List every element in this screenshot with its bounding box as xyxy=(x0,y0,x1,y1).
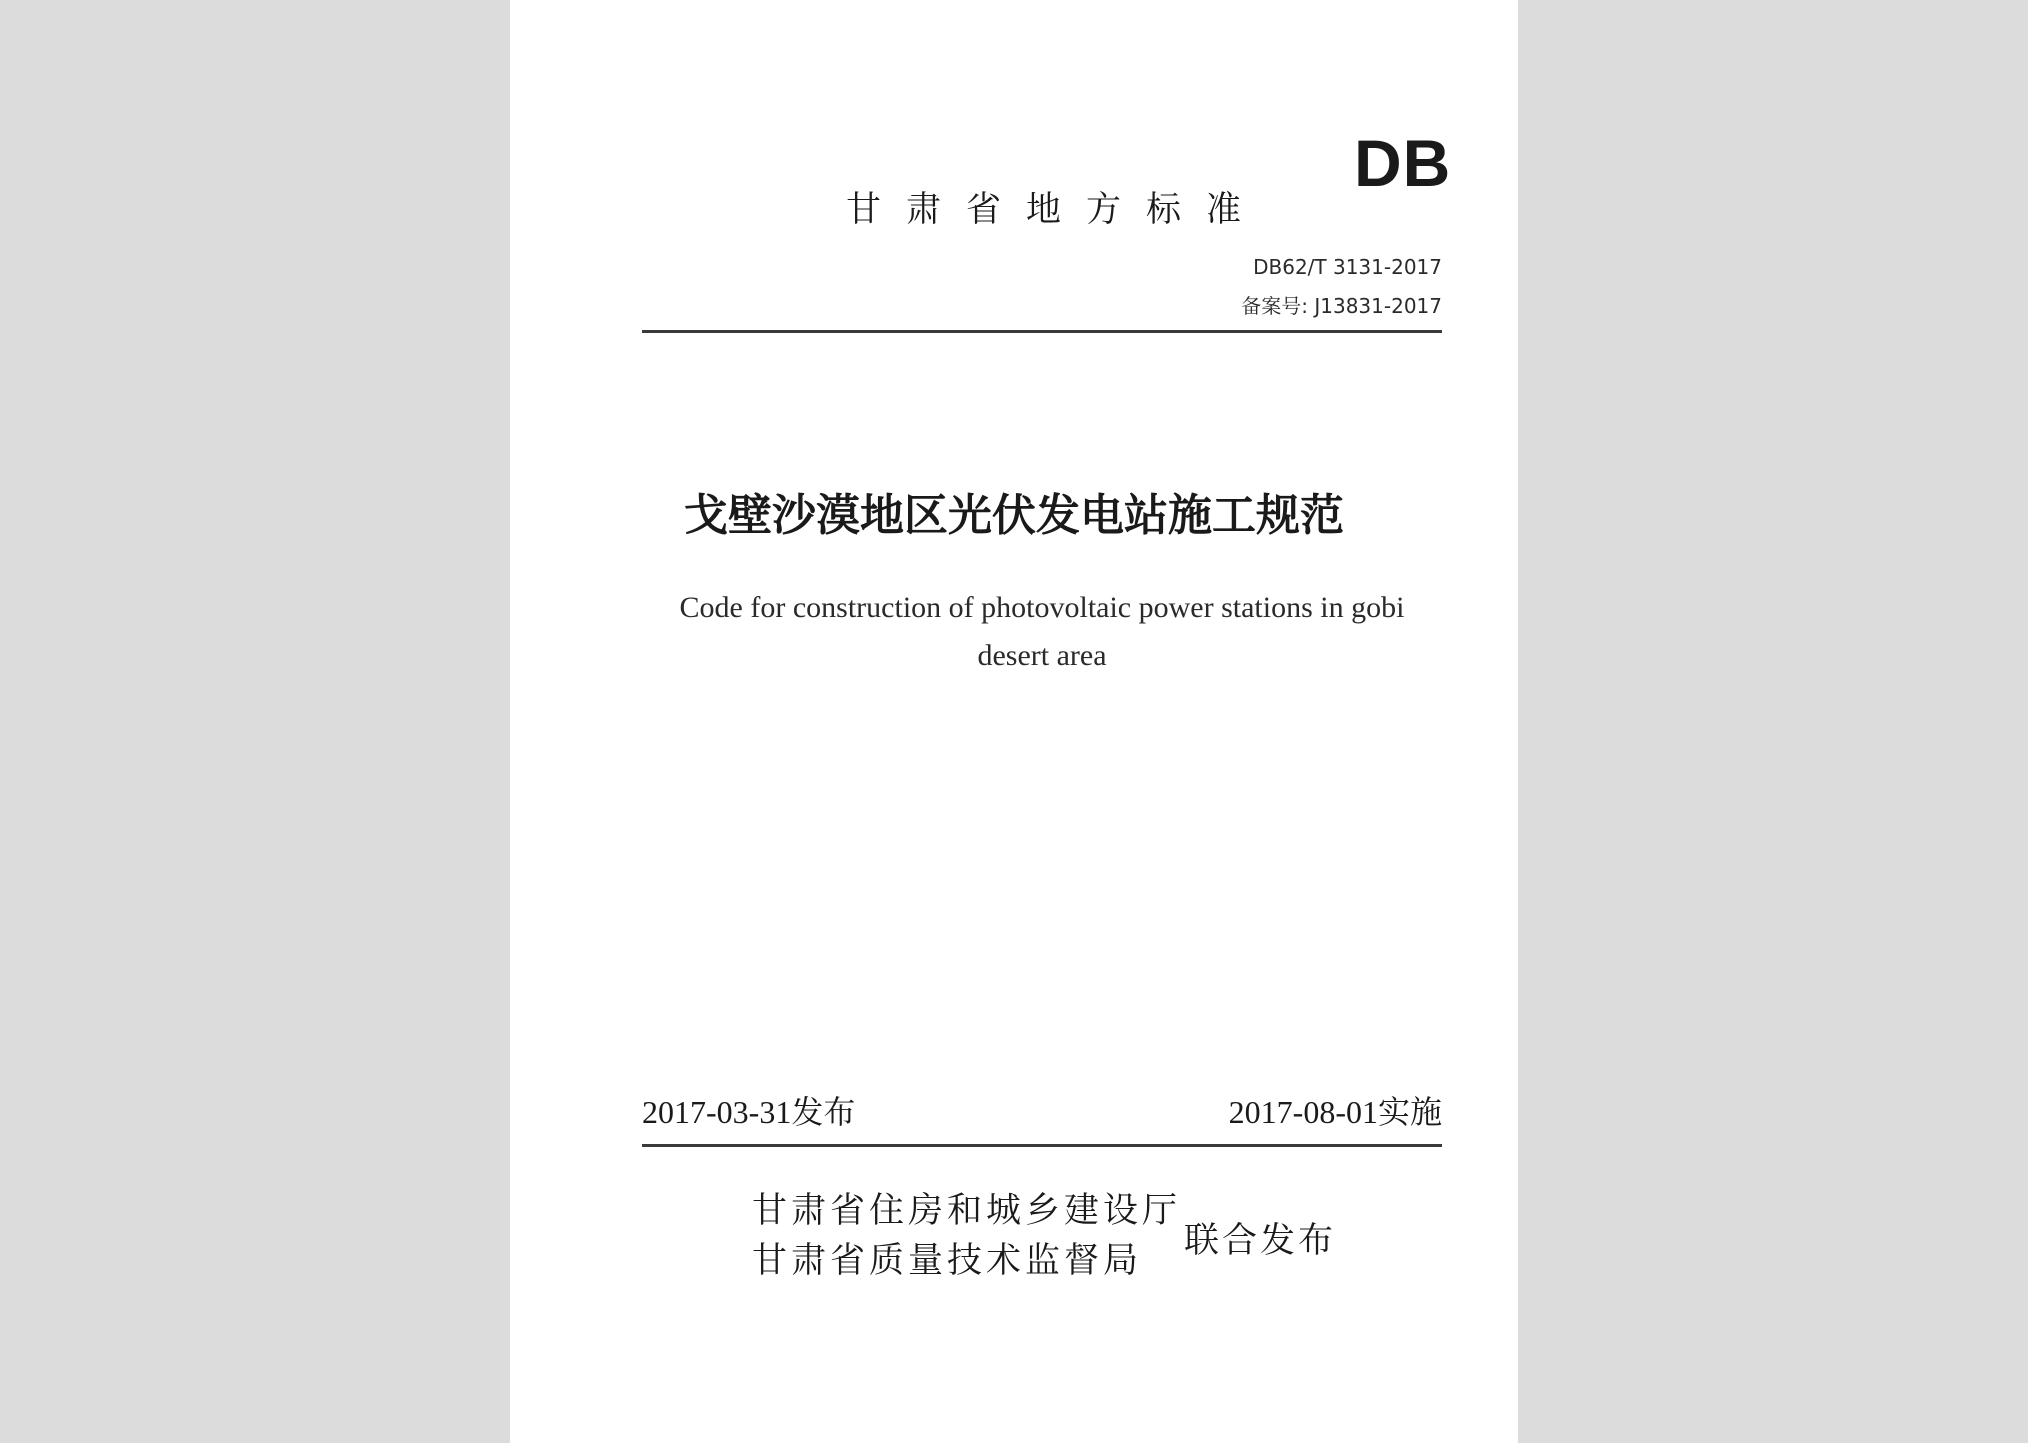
effective-date: 2017-08-01实施 xyxy=(1228,1094,1442,1130)
standard-type: 甘肃省地方标准 xyxy=(846,190,1267,230)
issuer-line: 甘肃省质量技术监督局 xyxy=(752,1241,1143,1281)
joint-issue-label: 联合发布 xyxy=(1184,1221,1337,1261)
db-mark: DB xyxy=(1354,126,1452,200)
title-chinese: 戈壁沙漠地区光伏发电站施工规范 xyxy=(684,490,1344,541)
issue-date: 2017-03-31发布 xyxy=(642,1094,856,1130)
header-divider xyxy=(642,330,1442,333)
title-english: Code for construction of photovoltaic power stations in gobi desert area xyxy=(679,591,1405,672)
footer-divider xyxy=(642,1144,1442,1147)
issuer-line: 甘肃省住房和城乡建设厅 xyxy=(752,1191,1182,1231)
issuing-authorities xyxy=(752,1186,1181,1286)
standard-code: DB62/T 3131-2017 xyxy=(1253,255,1442,279)
record-number: 备案号: J13831-2017 xyxy=(1241,294,1442,318)
